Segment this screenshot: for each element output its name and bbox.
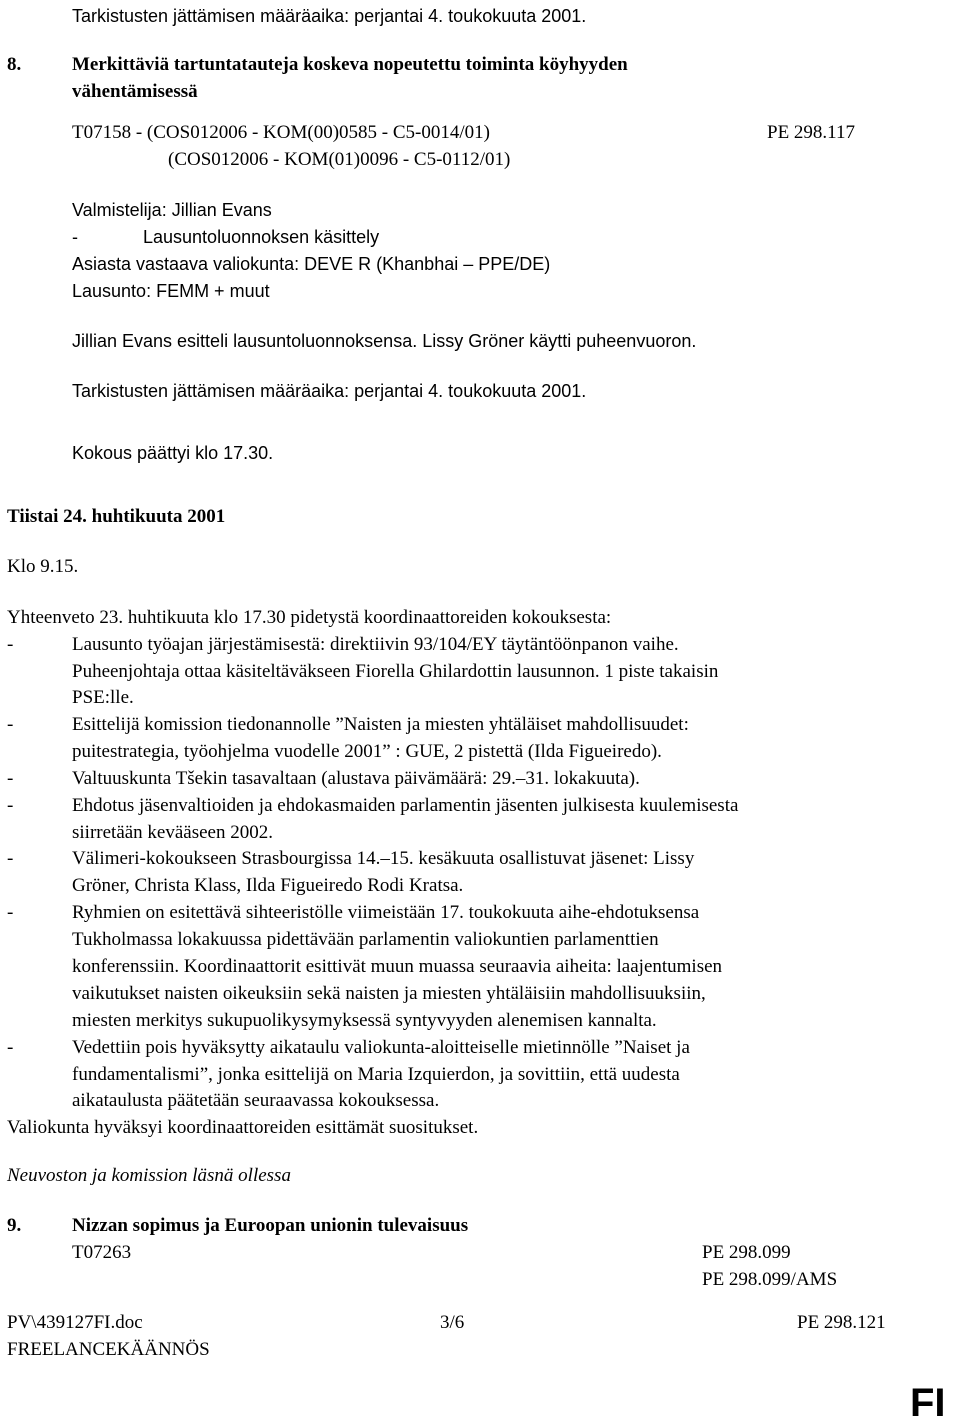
presentation-note: Jillian Evans esitteli lausuntoluonnoksensa. Lissy Gröner käytti puheenvuoron. [72, 331, 697, 351]
footer-translation-label: FREELANCEKÄÄNNÖS [7, 1339, 210, 1360]
list-item-line: Lausunto työajan järjestämisestä: direktiivin 93/104/EY täytäntöönpanon vaihe. [72, 634, 679, 655]
list-item-line: Esittelijä komission tiedonannolle ”Naisten ja miesten yhtäläiset mahdollisuudet: [72, 714, 689, 735]
footer-doc-name: PV\439127FI.doc [7, 1312, 143, 1333]
meeting-end: Kokous päättyi klo 17.30. [72, 443, 274, 463]
amendment-deadline: Tarkistusten jättämisen määräaika: perjantai 4. toukokuuta 2001. [72, 381, 587, 401]
list-dash: - [7, 768, 14, 789]
item-8-title-line2: vähentämisessä [72, 81, 198, 102]
footer-pe-number: PE 298.121 [797, 1312, 886, 1333]
list-item-line: siirretään kevääseen 2002. [72, 822, 273, 843]
draft-opinion-item: Lausuntoluonnoksen käsittely [143, 227, 380, 247]
item-8-ref-line2: (COS012006 - KOM(01)0096 - C5-0112/01) [168, 149, 511, 170]
list-item-line: Välimeri-kokoukseen Strasbourgissa 14.–15. kesäkuuta osallistuvat jäsenet: Lissy [72, 848, 695, 869]
list-item-line: Ehdotus jäsenvaltioiden ja ehdokasmaiden parlamentin jäsenten julkisesta kuulemisesta [72, 795, 739, 816]
item-8-ref-line1: T07158 - (COS012006 - KOM(00)0585 - C5-0014/01) [72, 122, 490, 143]
day-heading: Tiistai 24. huhtikuuta 2001 [7, 506, 226, 527]
list-item-line: miesten merkitys sukupuolikysymyksessä syntyvyyden alenemisen kannalta. [72, 1010, 657, 1031]
list-dash: - [7, 634, 14, 655]
list-dash: - [7, 1037, 14, 1058]
rapporteur: Valmistelija: Jillian Evans [72, 200, 272, 220]
list-dash: - [7, 848, 14, 869]
item-9-ref: T07263 [72, 1242, 132, 1263]
footer-language-code: FI [910, 1381, 946, 1425]
list-item-line: fundamentalismi”, jonka esittelijä on Maria Izquierdon, ja sovittiin, että uudesta [72, 1064, 680, 1085]
list-item-line: PSE:lle. [72, 687, 134, 708]
committee-responsible: Asiasta vastaava valiokunta: DEVE R (Khanbhai – PPE/DE) [72, 254, 551, 274]
approval-statement: Valiokunta hyväksyi koordinaattoreiden esittämät suositukset. [7, 1117, 479, 1138]
list-item-line: Puheenjohtaja ottaa käsiteltäväkseen Fiorella Ghilardottin lausunnon. 1 piste takaisin [72, 661, 719, 682]
list-item-line: Ryhmien on esitettävä sihteeristölle viimeistään 17. toukokuuta aihe-ehdotuksensa [72, 902, 700, 923]
item-9-pe1: PE 298.099 [702, 1242, 791, 1263]
dash-marker: - [72, 227, 78, 247]
item-9-number: 9. [7, 1215, 22, 1236]
item-9-pe2: PE 298.099/AMS [702, 1269, 838, 1290]
list-dash: - [7, 902, 14, 923]
list-item-line: Tukholmassa lokakuussa pidettävään parlamentin valiokuntien parlamenttien [72, 929, 659, 950]
item-9-title: Nizzan sopimus ja Euroopan unionin tulevaisuus [72, 1215, 469, 1236]
list-item-line: Vedettiin pois hyväksytty aikataulu valiokunta-aloitteiselle mietinnölle ”Naiset ja [72, 1037, 690, 1058]
list-item-line: puitestrategia, työohjelma vuodelle 2001” : GUE, 2 pistettä (Ilda Figueiredo). [72, 741, 662, 762]
list-item-line: konferenssiin. Koordinaattorit esittivät muun muassa seuraavia aiheita: laajentumisen [72, 956, 723, 977]
summary-intro: Yhteenveto 23. huhtikuuta klo 17.30 pidetystä koordinaattoreiden kokouksesta: [7, 607, 612, 628]
footer-page-number: 3/6 [440, 1312, 465, 1333]
item-8-pe-number: PE 298.117 [767, 122, 855, 143]
council-section-heading: Neuvoston ja komission läsnä ollessa [7, 1165, 291, 1186]
list-item-line: aikataulusta päätetään seuraavassa kokouksessa. [72, 1090, 440, 1111]
opinion-committees: Lausunto: FEMM + muut [72, 281, 270, 301]
time-stamp: Klo 9.15. [7, 556, 79, 577]
item-8-title-line1: Merkittäviä tartuntatauteja koskeva nopeutettu toiminta köyhyyden [72, 54, 628, 75]
list-item-line: Gröner, Christa Klass, Ilda Figueiredo Rodi Kratsa. [72, 875, 464, 896]
list-item-line: vaikutukset naisten oikeuksiin sekä naisten ja miesten yhtäläisiin mahdollisuuksiin, [72, 983, 706, 1004]
list-item-line: Valtuuskunta Tšekin tasavaltaan (alustava päivämäärä: 29.–31. lokakuuta). [72, 768, 640, 789]
top-deadline: Tarkistusten jättämisen määräaika: perjantai 4. toukokuuta 2001. [72, 6, 587, 26]
item-8-number: 8. [7, 54, 22, 75]
list-dash: - [7, 795, 14, 816]
list-dash: - [7, 714, 14, 735]
